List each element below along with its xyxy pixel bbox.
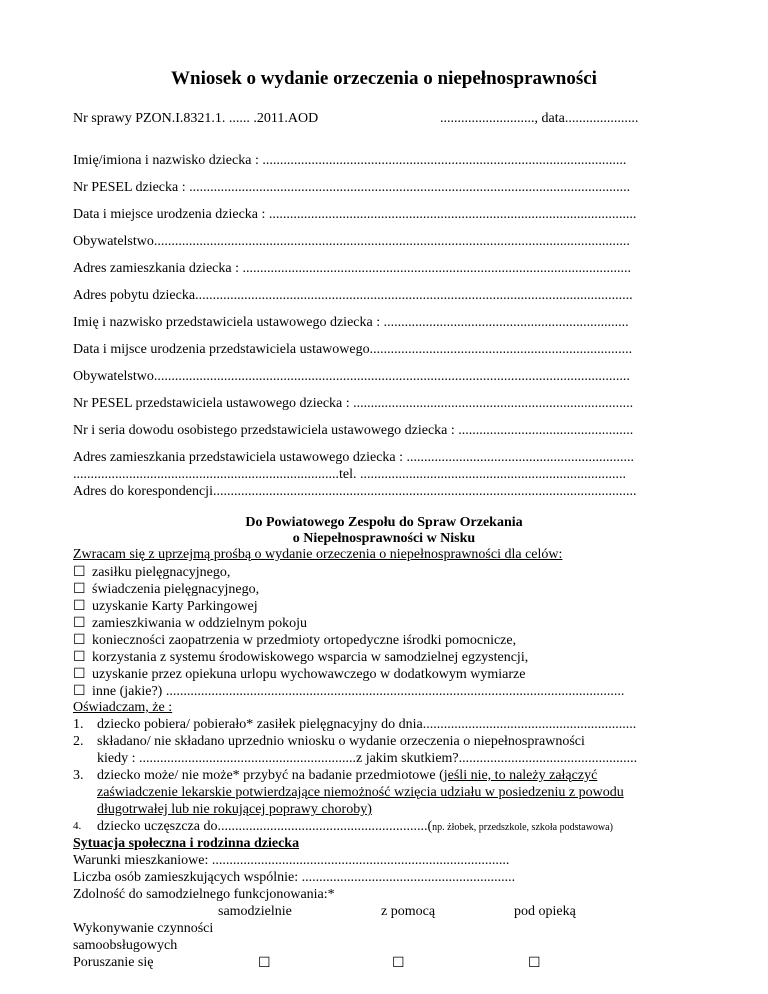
declaration-2: składano/ nie składano uprzednio wniosku o wydanie orzeczenia o niepełnosprawności: [97, 734, 585, 749]
checkbox-icon[interactable]: ☐: [73, 599, 86, 614]
capacity-label: Zdolność do samodzielnego funkcjonowania:*: [73, 887, 335, 902]
col-under-care: pod opieką: [514, 904, 576, 919]
purpose-item[interactable]: ☐ świadczenia pielęgnacyjnego,: [73, 582, 260, 597]
case-number: Nr sprawy PZON.I.8321.1. ...... .2011.AOD: [73, 111, 319, 126]
checkbox-icon[interactable]: ☐: [73, 616, 86, 631]
checkbox-icon[interactable]: ☐: [258, 956, 271, 971]
purpose-item[interactable]: ☐ uzyskanie Karty Parkingowej: [73, 599, 258, 614]
checkbox-icon[interactable]: ☐: [528, 956, 541, 971]
purpose-item[interactable]: ☐ korzystania z systemu środowiskowego wsparcia w samodzielnej egzystencji,: [73, 650, 529, 665]
addressee-line1: Do Powiatowego Zespołu do Spraw Orzekania: [245, 515, 523, 530]
field-correspondence-address[interactable]: Adres do korespondencji.........................................................................................................................: [73, 484, 637, 499]
field-child-address[interactable]: Adres zamieszkania dziecka : ...............................................................................................................: [73, 261, 631, 276]
page-title: Wniosek o wydanie orzeczenia o niepełnosprawności: [171, 68, 597, 89]
purpose-item[interactable]: ☐ zasiłku pielęgnacyjnego,: [73, 565, 231, 580]
checkbox-icon[interactable]: ☐: [73, 582, 86, 597]
field-guardian-citizenship[interactable]: Obywatelstwo........................................................................................................................................: [73, 369, 630, 384]
checkbox-icon[interactable]: ☐: [73, 633, 86, 648]
row-label: Poruszanie się: [73, 955, 154, 970]
declaration-heading: Oświadczam, że :: [73, 700, 173, 715]
addressee-line2: o Niepełnosprawności w Nisku: [292, 531, 476, 546]
row-label: samoobsługowych: [73, 938, 178, 953]
row-label: Wykonywanie czynności: [73, 921, 214, 936]
purpose-item[interactable]: ☐ inne (jakie?) ...................................................................................................................................: [73, 684, 625, 699]
col-with-help: z pomocą: [381, 904, 436, 919]
place-date: ..........................., data.....................: [440, 111, 639, 126]
request-intro: Zwracam się z uprzejmą prośbą o wydanie orzeczenia o niepełnosprawności dla celów:: [73, 547, 563, 562]
declaration-3-end: długotrwałej lub nie rokującej poprawy choroby): [97, 802, 372, 817]
field-guardian-birth[interactable]: Data i mijsce urodzenia przedstawiciela ustawowego...........................................................................: [73, 342, 633, 357]
declaration-1[interactable]: dziecko pobiera/ pobierało* zasiłek pielęgnacyjny do dnia.............................................................: [97, 717, 637, 732]
declaration-1-num: 1.: [73, 717, 84, 732]
household-field[interactable]: Liczba osób zamieszkujących wspólnie: .............................................................: [73, 870, 516, 885]
field-guardian-phone[interactable]: ............................................................................tel. ............................................................................: [73, 467, 626, 482]
checkbox-icon[interactable]: ☐: [73, 650, 86, 665]
checkbox-icon[interactable]: ☐: [73, 667, 86, 682]
field-child-citizenship[interactable]: Obywatelstwo........................................................................................................................................: [73, 234, 630, 249]
declaration-3-cont: zaświadczenie lekarskie potwierdzające niemożność wzięcia udziału w posiedzeniu z powodu: [97, 785, 624, 800]
declaration-4[interactable]: dziecko uczęszcza do............................................................(np. żłobek, przedszkole, szkoła podstawowa): [97, 819, 613, 834]
declaration-2-num: 2.: [73, 734, 84, 749]
field-child-stay-address[interactable]: Adres pobytu dziecka.............................................................................................................................: [73, 288, 633, 303]
declaration-3: dziecko może/ nie może* przybyć na badanie przedmiotowe (jeśli nie, to należy załączyć: [97, 768, 598, 783]
declaration-3-num: 3.: [73, 768, 84, 783]
declaration-4-num: 4.: [73, 820, 82, 832]
checkbox-icon[interactable]: ☐: [73, 565, 86, 580]
field-guardian-pesel[interactable]: Nr PESEL przedstawiciela ustawowego dziecka : ................................................................................: [73, 396, 634, 411]
checkbox-icon[interactable]: ☐: [73, 684, 86, 699]
field-child-birth[interactable]: Data i miejsce urodzenia dziecka : .........................................................................................................: [73, 207, 637, 222]
field-guardian-name[interactable]: Imię i nazwisko przedstawiciela ustawowego dziecka : ......................................................................: [73, 315, 629, 330]
col-independent: samodzielnie: [218, 904, 292, 919]
purpose-item[interactable]: ☐ konieczności zaopatrzenia w przedmioty ortopedyczne iśrodki pomocnicze,: [73, 633, 517, 648]
field-child-pesel[interactable]: Nr PESEL dziecka : ..............................................................................................................................: [73, 180, 631, 195]
field-child-name[interactable]: Imię/imiona i nazwisko dziecka : ........................................................................................................: [73, 153, 627, 168]
declaration-2-when[interactable]: kiedy : ..............................................................z jakim skutkiem?...................................................: [97, 751, 638, 766]
purpose-item[interactable]: ☐ zamieszkiwania w oddzielnym pokoju: [73, 616, 307, 631]
housing-field[interactable]: Warunki mieszkaniowe: .....................................................................................: [73, 853, 510, 868]
field-guardian-id[interactable]: Nr i seria dowodu osobistego przedstawiciela ustawowego dziecka : ..................................................: [73, 423, 634, 438]
field-guardian-address[interactable]: Adres zamieszkania przedstawiciela ustawowego dziecka : .................................................................: [73, 450, 635, 465]
purpose-item[interactable]: ☐ uzyskanie przez opiekuna urlopu wychowawczego w dodatkowym wymiarze: [73, 667, 526, 682]
social-heading: Sytuacja społeczna i rodzinna dziecka: [73, 836, 300, 851]
checkbox-icon[interactable]: ☐: [392, 956, 405, 971]
